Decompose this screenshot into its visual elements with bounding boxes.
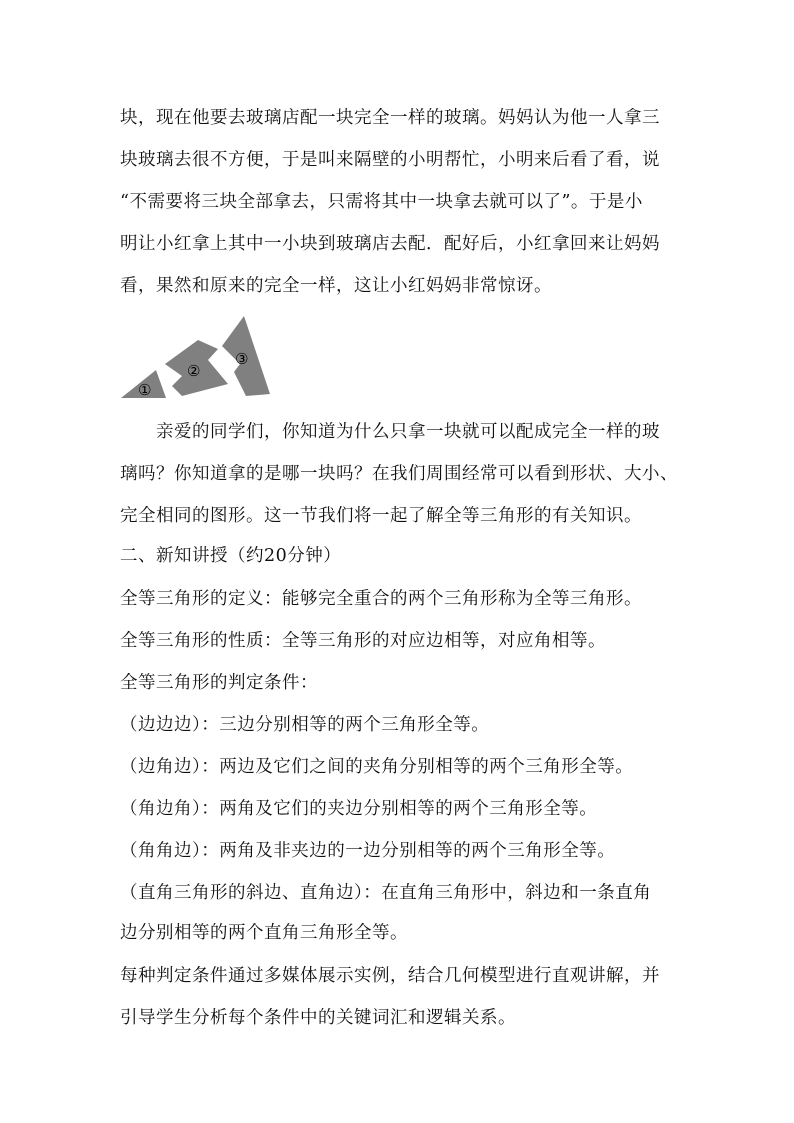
text-line: 边分别相等的两个直角三角形全等。 [120,923,408,943]
text-line: 块，现在他要去玻璃店配一块完全一样的玻璃。妈妈认为他一人拿三 [120,108,660,128]
section-heading: 二、新知讲授（约20分钟） [120,546,342,566]
piece-label-3: ③ [235,350,249,368]
text-line: 完全相同的图形。这一节我们将一起了解全等三角形的有关知识。 [120,506,642,526]
criteria-item: （角边角）：两角及它们的夹边分别相等的两个三角形全等。 [120,799,598,819]
piece-label-2: ② [187,362,201,380]
text-line: 块玻璃去很不方便，于是叫来隔壁的小明帮忙，小明来后看了看，说 [120,150,660,170]
text-line: 看，果然和原来的完全一样，这让小红妈妈非常惊讶。 [120,276,552,296]
piece-label-1: ① [138,381,152,399]
text-line: （直角三角形的斜边、直角边）：在直角三角形中，斜边和一条直角 [120,883,652,903]
criteria-item: （角角边）：两角及非夹边的一边分别相等的两个三角形全等。 [120,841,616,861]
criteria-item: （边边边）：三边分别相等的两个三角形全等。 [120,715,490,735]
text-line: “不需要将三块全部拿去，只需将其中一块拿去就可以了”。于是小 [120,192,643,212]
text-line: 璃吗？你知道拿的是哪一块吗？在我们周围经常可以看到形状、大小、 [120,464,678,484]
property-text: 全等三角形的性质：全等三角形的对应边相等，对应角相等。 [120,631,606,651]
criteria-item: （边角边）：两边及它们之间的夹角分别相等的两个三角形全等。 [120,757,634,777]
criteria-heading: 全等三角形的判定条件： [120,673,318,693]
text-line: 亲爱的同学们，你知道为什么只拿一块就可以配成完全一样的玻 [156,422,660,442]
text-line: 每种判定条件通过多媒体展示实例，结合几何模型进行直观讲解，并 [120,966,660,986]
broken-glass-figure [118,312,278,402]
text-line: 明让小红拿上其中一小块到玻璃店去配．配好后，小红拿回来让妈妈 [120,234,660,254]
text-line: 引导学生分析每个条件中的关键词汇和逻辑关系。 [120,1008,516,1028]
definition-text: 全等三角形的定义：能够完全重合的两个三角形称为全等三角形。 [120,589,642,609]
